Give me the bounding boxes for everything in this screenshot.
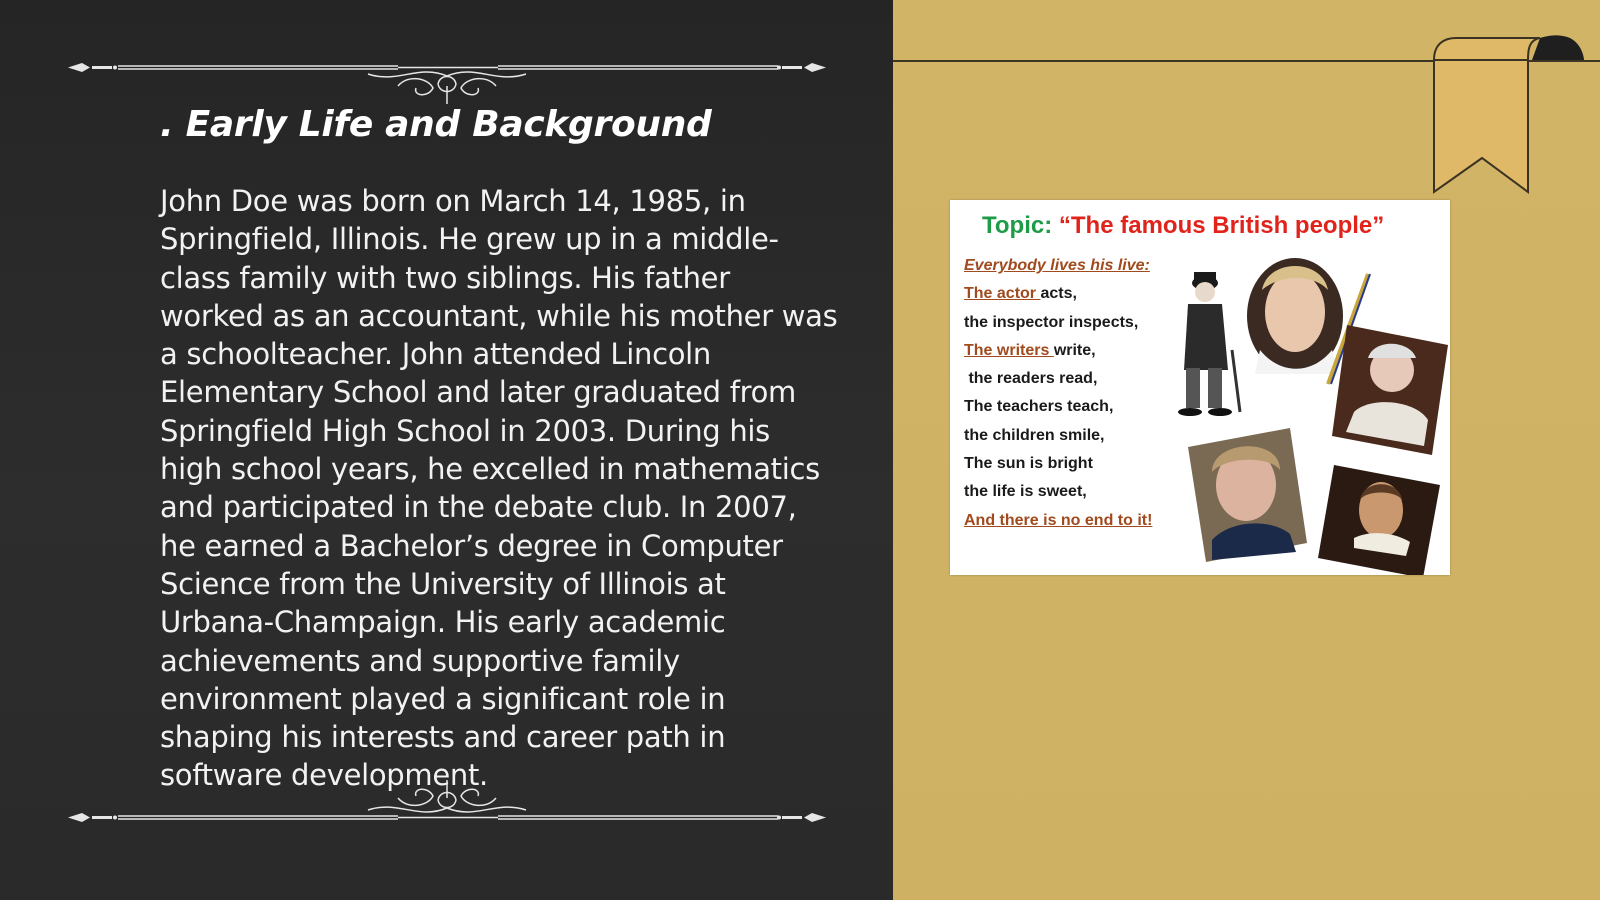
slide-title: . Early Life and Background [160,104,712,145]
poem-line: The sun is bright [964,455,1093,473]
shakespeare-portrait [1318,465,1440,575]
poem-line-highlight: And there is no end to it! [964,511,1153,529]
scroll-divider-ornament-bottom [68,780,826,830]
topic-heading [982,212,1384,240]
poem-line: the life is sweet, [964,483,1087,501]
queen-portrait [1332,325,1448,455]
poem-line: The teachers teach, [964,398,1114,416]
poem-line: the children smile, [964,426,1105,444]
poem-line-highlight: The writers [964,341,1054,359]
topic-label: Topic: [982,212,1053,239]
thatcher-portrait [1188,428,1307,562]
ribbon-bookmark-icon [1432,32,1600,202]
diana-portrait [1247,258,1343,374]
poem-line: write, [1053,341,1096,359]
chaplin-figure [1178,272,1240,416]
slide-body-text: John Doe was born on March 14, 1985, in Springfield, Illinois. He grew up in a middle-class family with two siblings. His father worked as an accountant, while his mother was a schoolteacher. John attended Lincoln Elementary School and later graduated from Springfield High School in 2003. During his high school years, he excelled in mathematics and participated in the debate club. In 2007, he earned a Bachelor’s degree in Computer Science from the University of Illinois at Urbana-Champaign. His early academic achievements and supportive family environment played a significant role in shaping his interests and career path in software development. [160,184,838,793]
poem-line: Everybody lives his live: [964,257,1150,274]
poem-line-highlight: The actor [964,285,1041,303]
poem-line: the readers read, [964,370,1098,388]
topic-quote: “The famous British people” [1058,212,1385,239]
british-people-picture [950,200,1450,575]
poem-line: acts, [1040,285,1077,303]
poem-text [964,252,1184,535]
poem-line: the inspector inspects, [964,313,1139,331]
scroll-divider-ornament-top [68,54,826,104]
